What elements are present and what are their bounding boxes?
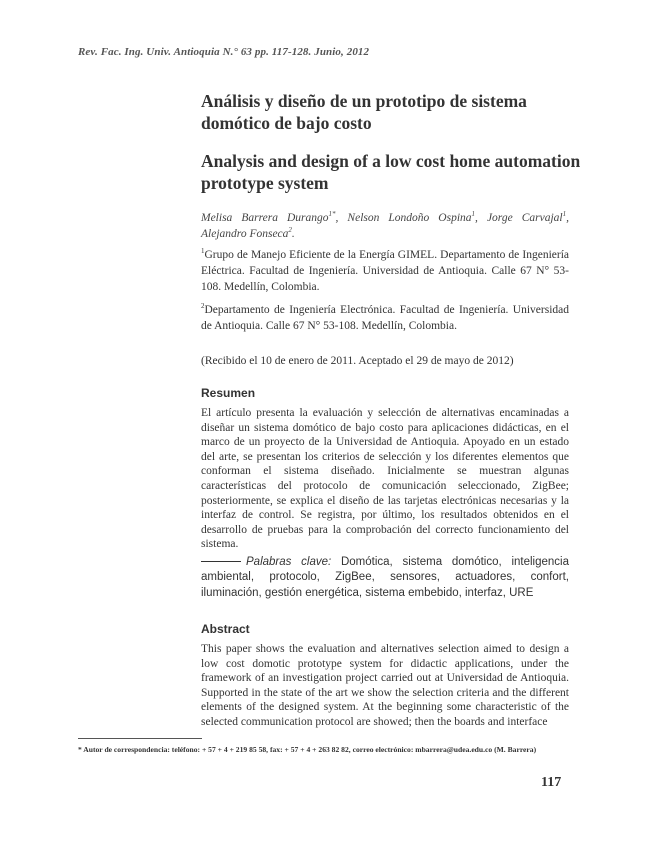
affiliation-mark: 1 — [201, 247, 205, 256]
author-name: Melisa Barrera Durango — [201, 212, 329, 224]
abstract-text: This paper shows the evaluation and alternatives selection aimed to design a low cost domotic prototype system for didactic applications, under the framework of an investigation project carried out at Universidad de Antioquia. Supported in the state of the art we show the selection criteria and the different elements of the designed system. At the beginning some characteristic of the selected communication protocol are showed; then the boards and interface — [201, 643, 569, 728]
author-name: Alejandro Fonseca — [201, 228, 289, 240]
affiliation-text: Grupo de Manejo Eficiente de la Energía GIMEL. Departamento de Ingeniería Eléctrica. Facultad de Ingeniería. Universidad de Antioquia. Calle 67 N° 53-108. Medellín, Colombia. — [201, 249, 569, 293]
page-number: 117 — [541, 775, 562, 790]
abstract-heading: Abstract — [201, 622, 250, 636]
footnote-rule — [78, 738, 202, 739]
keywords-text: Domótica, sistema domótico, inteligencia ambiental, protocolo, ZigBee, sensores, actuadores, confort, iluminación, gestión energética, sistema embebido, interfaz, URE — [201, 556, 570, 599]
received-dates: (Recibido el 10 de enero de 2011. Aceptado el 29 de mayo de 2012) — [201, 355, 514, 367]
running-header: Rev. Fac. Ing. Univ. Antioquia N.° 63 pp. 117-128. Junio, 2012 — [78, 46, 370, 58]
resumen-heading: Resumen — [201, 386, 256, 400]
affiliation-1 — [201, 247, 569, 295]
author-affiliation-mark: 1 — [471, 210, 476, 219]
author-affiliation-mark: 1 — [562, 210, 567, 219]
author-name: Jorge Carvajal — [486, 212, 563, 224]
author-list: Melisa Barrera Durango$^{1*}$, Nelson Londoño Ospina$^1$, Jorge Carvajal$^1$, Alejandro Fonseca$^2$. — [201, 210, 569, 240]
correspondence-footnote: * Autor de correspondencia: teléfono: + 57 + 4 + 219 85 58, fax: + 57 + 4 + 263 82 82, correo electrónico: mbarrera@udea.edu.co (M. Barrera) — [78, 745, 537, 754]
keywords-label: Palabras clave: — [246, 556, 332, 568]
affiliation-2 — [201, 302, 569, 334]
title-english: Analysis and design of a low cost home automation prototype system — [201, 151, 581, 193]
author-affiliation-mark: 1* — [328, 210, 336, 219]
affiliation-text: Departamento de Ingeniería Electrónica. Facultad de Ingeniería. Universidad de Antioquia. Calle 67 N° 53-108. Medellín, Colombia. — [201, 304, 569, 332]
affiliation-mark: 2 — [201, 302, 205, 311]
author-affiliation-mark: 2 — [288, 226, 292, 235]
keywords-block — [201, 555, 569, 601]
title-spanish: Análisis y diseño de un prototipo de sistema domótico de bajo costo — [201, 91, 527, 133]
author-name: Nelson Londoño Ospina — [347, 212, 472, 224]
keywords-dash — [201, 561, 241, 562]
resumen-text: El artículo presenta la evaluación y selección de alternativas encaminadas a diseñar un sistema domótico de bajo costo para aplicaciones didácticas, en el marco de un proyecto de la Universidad de Antioquia. Apoyado en un estado del arte, se presentan los criterios de selección y los diferentes elementos que conforman el sistema diseñado. Inicialmente se muestran algunas características del protocolo de comunicación seleccionado, ZigBee; posteriormente, se explica el diseño de las tarjetas electrónicas necesarias y la interfaz de control. Se registra, por último, los resultados obtenidos en el desarrollo de pruebas para la comprobación del correcto funcionamiento del sistema. — [201, 407, 569, 551]
